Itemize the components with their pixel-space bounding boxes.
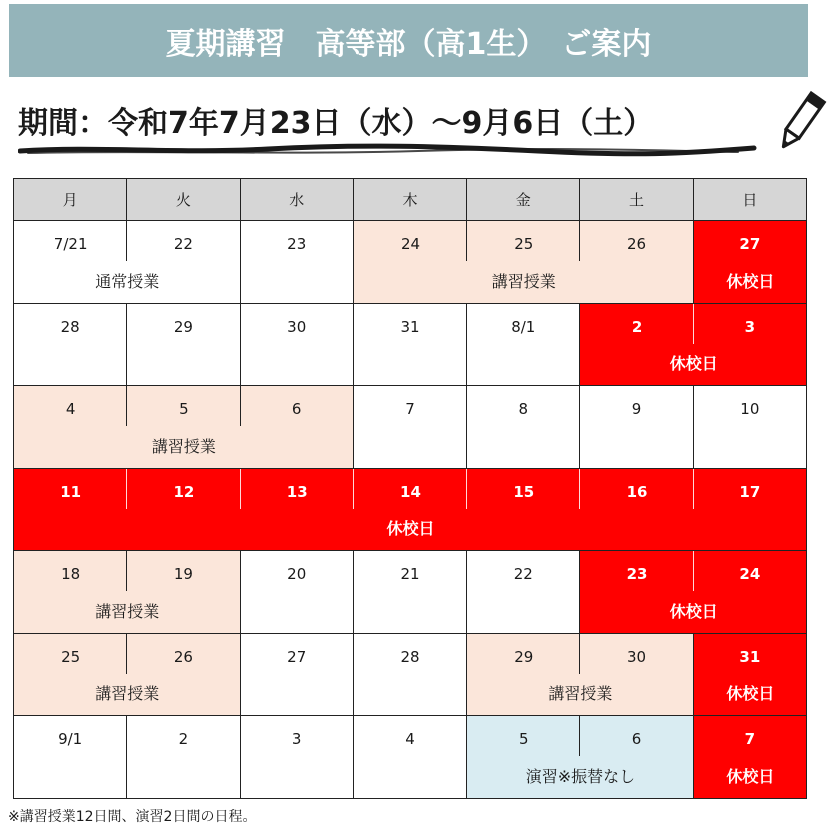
day-number: 30	[627, 647, 647, 666]
day-number: 5	[179, 400, 189, 419]
calendar-day-cell	[127, 304, 240, 387]
schedule-label-lecture: 講習授業	[491, 271, 556, 291]
calendar-day-cell	[241, 716, 354, 799]
day-number: 14	[400, 482, 421, 501]
schedule-label-practice: 演習※振替なし	[525, 766, 636, 786]
day-number: 4	[65, 400, 76, 419]
day-number: 5	[519, 730, 529, 749]
day-number: 18	[61, 565, 81, 584]
weekday-header-fri: 金	[467, 179, 580, 221]
calendar-day-cell	[467, 551, 580, 634]
day-number: 22	[173, 235, 193, 253]
schedule-label-holiday: 休校日	[669, 354, 718, 374]
day-number: 21	[400, 565, 420, 584]
calendar-day-cell	[241, 221, 354, 304]
day-number: 15	[513, 482, 535, 501]
calendar-day-cell	[14, 221, 127, 304]
weekday-header-sat: 土	[580, 179, 693, 221]
title-banner	[9, 4, 808, 77]
day-number: 24	[739, 565, 761, 584]
calendar-day-cell	[241, 304, 354, 387]
day-number: 9	[631, 400, 642, 419]
schedule-label-lecture: 講習授業	[151, 436, 216, 456]
weekday-header-thu: 木	[354, 179, 467, 221]
day-number: 29	[173, 317, 193, 336]
weekday-header-wed: 水	[241, 179, 354, 221]
calendar-day-cell	[694, 386, 807, 469]
calendar-day-cell	[354, 469, 467, 552]
schedule-label-holiday: 休校日	[669, 601, 718, 621]
day-number: 7	[744, 730, 756, 749]
calendar-day-cell	[580, 469, 693, 552]
weekday-header-sun: 日	[694, 179, 807, 221]
calendar-day-cell	[241, 386, 354, 469]
calendar-day-cell	[694, 716, 807, 799]
day-number: 6	[631, 730, 642, 749]
schedule-label-lecture: 講習授業	[95, 684, 160, 704]
calendar-day-cell	[467, 221, 580, 304]
day-number: 6	[291, 400, 302, 419]
day-number: 13	[286, 482, 308, 501]
calendar-day-cell	[241, 551, 354, 634]
schedule-label-holiday: 休校日	[726, 766, 775, 786]
calendar-day-cell	[127, 551, 240, 634]
calendar-day-cell	[580, 386, 693, 469]
day-number: 2	[178, 730, 189, 749]
calendar-day-cell	[354, 304, 467, 387]
schedule-label-holiday: 休校日	[726, 684, 775, 704]
calendar-day-cell	[580, 304, 693, 387]
calendar-day-cell	[14, 304, 127, 387]
day-number: 7/21	[53, 235, 88, 253]
day-number: 25	[61, 647, 81, 666]
calendar-day-cell	[354, 716, 467, 799]
calendar-day-cell	[354, 221, 467, 304]
weekday-header-mon: 月	[14, 179, 127, 221]
calendar-day-cell	[14, 551, 127, 634]
day-number: 26	[173, 647, 193, 666]
calendar-day-cell	[127, 221, 240, 304]
calendar-day-cell	[467, 386, 580, 469]
day-number: 8	[518, 400, 529, 419]
calendar-day-cell	[467, 469, 580, 552]
calendar-day-cell	[694, 634, 807, 717]
day-number: 4	[405, 730, 415, 749]
schedule-label-lecture: 講習授業	[95, 601, 160, 621]
weekday-header-tue: 火	[127, 179, 240, 221]
day-number: 23	[287, 235, 307, 253]
day-number: 27	[739, 235, 761, 253]
day-number: 20	[287, 565, 307, 584]
calendar-day-cell	[14, 386, 127, 469]
calendar-day-cell	[354, 634, 467, 717]
day-number: 7	[405, 400, 415, 419]
day-number: 24	[400, 235, 421, 253]
calendar-day-cell	[241, 634, 354, 717]
banner-title: 夏期講習 高等部（高1生） ご案内	[165, 26, 652, 62]
schedule-label-lecture: 講習授業	[548, 684, 613, 704]
day-number: 27	[287, 647, 307, 666]
schedule-label-holiday: 休校日	[726, 271, 775, 291]
period-heading: 期間：令和7年7月23日（水）～9月6日（土）	[18, 106, 654, 141]
day-number: 12	[173, 482, 195, 501]
calendar-day-cell	[127, 634, 240, 717]
day-number: 31	[739, 647, 761, 666]
calendar-day-cell	[694, 469, 807, 552]
calendar-day-cell	[467, 716, 580, 799]
calendar-day-cell	[14, 716, 127, 799]
day-number: 22	[513, 565, 533, 584]
footnote: ※講習授業12日間、演習2日間の日程。	[8, 809, 257, 825]
calendar-day-cell	[467, 304, 580, 387]
calendar-day-cell	[14, 634, 127, 717]
day-number: 9/1	[58, 730, 83, 749]
day-number: 28	[60, 317, 80, 336]
day-number: 2	[631, 317, 643, 336]
calendar-day-cell	[14, 469, 127, 552]
schedule-label-holiday: 休校日	[386, 519, 435, 539]
day-number: 23	[626, 565, 648, 584]
day-number: 19	[173, 565, 193, 584]
day-number: 28	[400, 647, 420, 666]
day-number: 17	[739, 482, 761, 501]
calendar-day-cell	[694, 221, 807, 304]
calendar-day-cell	[354, 386, 467, 469]
day-number: 25	[514, 235, 534, 253]
calendar-day-cell	[580, 221, 693, 304]
brush-underline	[18, 142, 758, 158]
day-number: 26	[627, 235, 647, 253]
day-number: 11	[60, 482, 82, 501]
pencil-icon	[770, 88, 830, 158]
calendar-day-cell	[354, 551, 467, 634]
calendar-day-cell	[127, 469, 240, 552]
calendar-day-cell	[580, 634, 693, 717]
day-number: 3	[744, 317, 756, 336]
schedule-label-regular: 通常授業	[95, 271, 160, 291]
calendar-day-cell	[127, 386, 240, 469]
calendar-day-cell	[694, 551, 807, 634]
day-number: 8/1	[511, 317, 536, 336]
calendar-day-cell	[694, 304, 807, 387]
calendar-day-cell	[127, 716, 240, 799]
calendar-day-cell	[580, 551, 693, 634]
day-number: 29	[514, 647, 534, 666]
calendar-day-cell	[467, 634, 580, 717]
calendar-day-cell	[580, 716, 693, 799]
day-number: 30	[287, 317, 307, 336]
calendar-day-cell	[241, 469, 354, 552]
calendar-table	[13, 178, 807, 799]
day-number: 16	[626, 482, 648, 501]
day-number: 10	[740, 400, 760, 419]
day-number: 31	[400, 317, 420, 336]
day-number: 3	[291, 730, 302, 749]
